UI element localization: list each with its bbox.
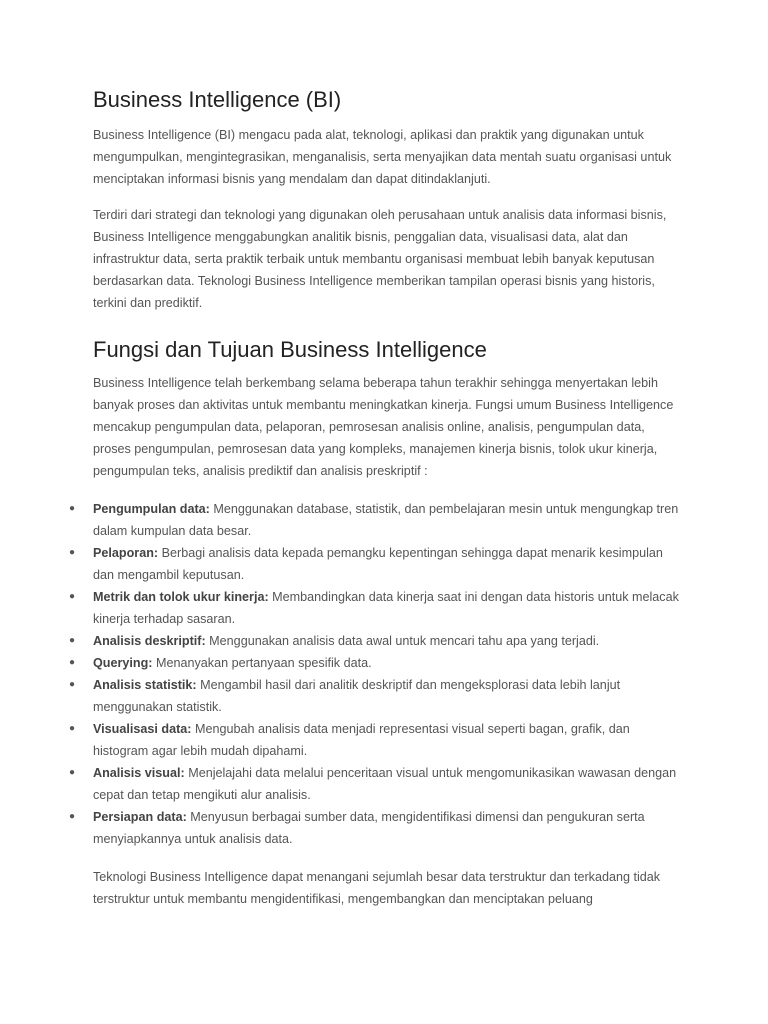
list-item-description: Mengubah analisis data menjadi representasi visual seperti bagan, grafik, dan histogram agar lebih mudah dipahami. <box>93 722 630 758</box>
list-item-term: Querying: <box>93 656 153 670</box>
list-item <box>69 718 683 762</box>
bullet-icon: ● <box>69 811 76 822</box>
bullet-icon: ● <box>69 657 76 668</box>
list-item-term: Persiapan data: <box>93 810 187 824</box>
bullet-icon: ● <box>69 723 76 734</box>
list-item-description: Menanyakan pertanyaan spesifik data. <box>152 656 372 670</box>
paragraph-bi-strategy: Terdiri dari strategi dan teknologi yang digunakan oleh perusahaan untuk analisis data informasi bisnis, Business Intelligence menggabungkan analitik bisnis, penggalian data, visualisasi data, alat dan infrastruktur data, serta praktik terbaik untuk membantu organisasi membuat lebih banyak keputusan berdasarkan data. Teknologi Business Intelligence memberikan tampilan operasi bisnis yang historis, terkini dan prediktif. <box>93 208 667 310</box>
list-item-term: Analisis visual: <box>93 766 185 780</box>
list-item <box>69 762 683 806</box>
list-item-term: Analisis statistik: <box>93 678 197 692</box>
list-item-description: Membandingkan data kinerja saat ini dengan data historis untuk melacak kinerja terhadap sasaran. <box>93 590 679 626</box>
bullet-icon: ● <box>69 635 76 646</box>
paragraph-functions-intro: Business Intelligence telah berkembang selama beberapa tahun terakhir sehingga menyertakan lebih banyak proses dan aktivitas untuk membantu meningkatkan kinerja. Fungsi umum Business Intelligence mencakup pengumpulan data, pelaporan, pemrosesan analisis online, analisis, pengumpulan data, proses pengumpulan, pemrosesan data yang kompleks, manajemen kinerja bisnis, tolok ukur kinerja, pengumpulan teks, analisis prediktif dan analisis preskriptif : <box>93 376 674 478</box>
list-item <box>69 674 683 718</box>
list-item <box>69 806 683 850</box>
list-item-description: Berbagi analisis data kepada pemangku kepentingan sehingga dapat menarik kesimpulan dan mengambil keputusan. <box>93 546 663 582</box>
list-item-description: Menyusun berbagai sumber data, mengidentifikasi dimensi dan pengukuran serta menyiapkannya untuk analisis data. <box>93 810 645 846</box>
list-item <box>69 498 683 542</box>
list-item-description: Mengambil hasil dari analitik deskriptif dan mengeksplorasi data lebih lanjut menggunakan statistik. <box>93 678 621 714</box>
functions-list <box>69 498 683 850</box>
bullet-icon: ● <box>69 767 76 778</box>
list-item-description: Menjelajahi data melalui penceritaan visual untuk mengomunikasikan wawasan dengan cepat dan tetap mengikuti alur analisis. <box>93 766 677 802</box>
paragraph-bi-definition: Business Intelligence (BI) mengacu pada alat, teknologi, aplikasi dan praktik yang digunakan untuk mengumpulkan, mengintegrasikan, menganalisis, serta menyajikan data mentah suatu organisasi untuk menciptakan informasi bisnis yang mendalam dan dapat ditindaklanjuti. <box>93 128 672 186</box>
bullet-icon: ● <box>69 547 76 558</box>
list-item <box>69 652 683 674</box>
list-item-description: Menggunakan analisis data awal untuk mencari tahu apa yang terjadi. <box>205 634 600 648</box>
list-item <box>69 542 683 586</box>
section-heading-functions: Fungsi dan Tujuan Business Intelligence <box>93 337 487 362</box>
list-item-term: Analisis deskriptif: <box>93 634 206 648</box>
list-item-term: Pelaporan: <box>93 546 159 560</box>
list-item <box>69 586 683 630</box>
list-item <box>69 630 683 652</box>
list-item-term: Visualisasi data: <box>93 722 192 736</box>
list-item-term: Pengumpulan data: <box>93 502 210 516</box>
list-item-term: Metrik dan tolok ukur kinerja: <box>93 590 269 604</box>
document-content <box>69 86 683 924</box>
paragraph-closing: Teknologi Business Intelligence dapat menangani sejumlah besar data terstruktur dan terkadang tidak terstruktur untuk membantu mengidentifikasi, mengembangkan dan menciptakan peluang <box>93 870 661 906</box>
bullet-icon: ● <box>69 679 76 690</box>
bullet-icon: ● <box>69 503 76 514</box>
list-item-description: Menggunakan database, statistik, dan pembelajaran mesin untuk mengungkap tren dalam kumpulan data besar. <box>93 502 679 538</box>
section-heading-bi: Business Intelligence (BI) <box>93 87 342 112</box>
bullet-icon: ● <box>69 591 76 602</box>
